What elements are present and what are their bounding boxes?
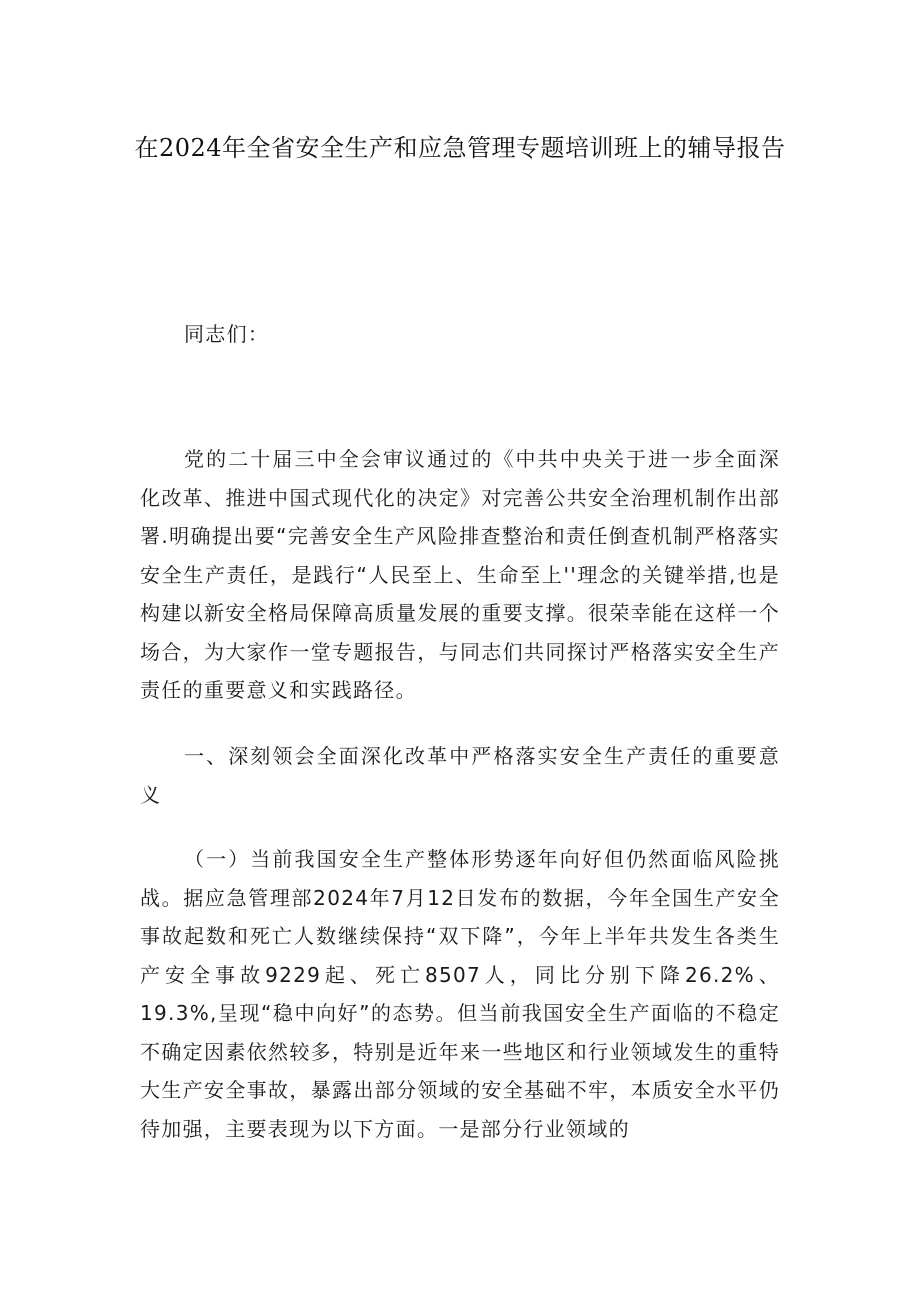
- salutation: 同志们：: [184, 322, 270, 346]
- document-title: 在2024年全省安全生产和应急管理专题培训班上的辅导报告: [134, 134, 786, 162]
- intro-paragraph: 党的二十届三中全会审议通过的《中共中央关于进一步全面深化改革、推进中国式现代化的决定》对完善公共安全治理机制作出部署.明确提出要“完善安全生产风险排查整治和责任倒查机制严格落实安全生产责任，是践行“人民至上、生命至上''理念的关键举措,也是构建以新安全格局保障高质量发展的重要支撑。很荣幸能在这样一个场合，为大家作一堂专题报告，与同志们共同探讨严格落实安全生产责任的重要意义和实践路径。: [140, 447, 780, 702]
- section-heading-1: 一、深刻领会全面深化改革中严格落实安全生产责任的重要意义: [140, 744, 780, 807]
- section-1-body-paragraph: （一）当前我国安全生产整体形势逐年向好但仍然面临风险挑战。据应急管理部2024年7月12日发布的数据，今年全国生产安全事故起数和死亡人数继续保持“双下降”，今年上半年共发生各类生产安全事故9229起、死亡8507人，同比分别下降26.2%、19.3%,呈现“稳中向好”的态势。但当前我国安全生产面临的不稳定不确定因素依然较多，特别是近年来一些地区和行业领域发生的重特大生产安全事故，暴露出部分领域的安全基础不牢，本质安全水平仍待加强，主要表现为以下方面。一是部分行业领域的: [140, 847, 780, 1141]
